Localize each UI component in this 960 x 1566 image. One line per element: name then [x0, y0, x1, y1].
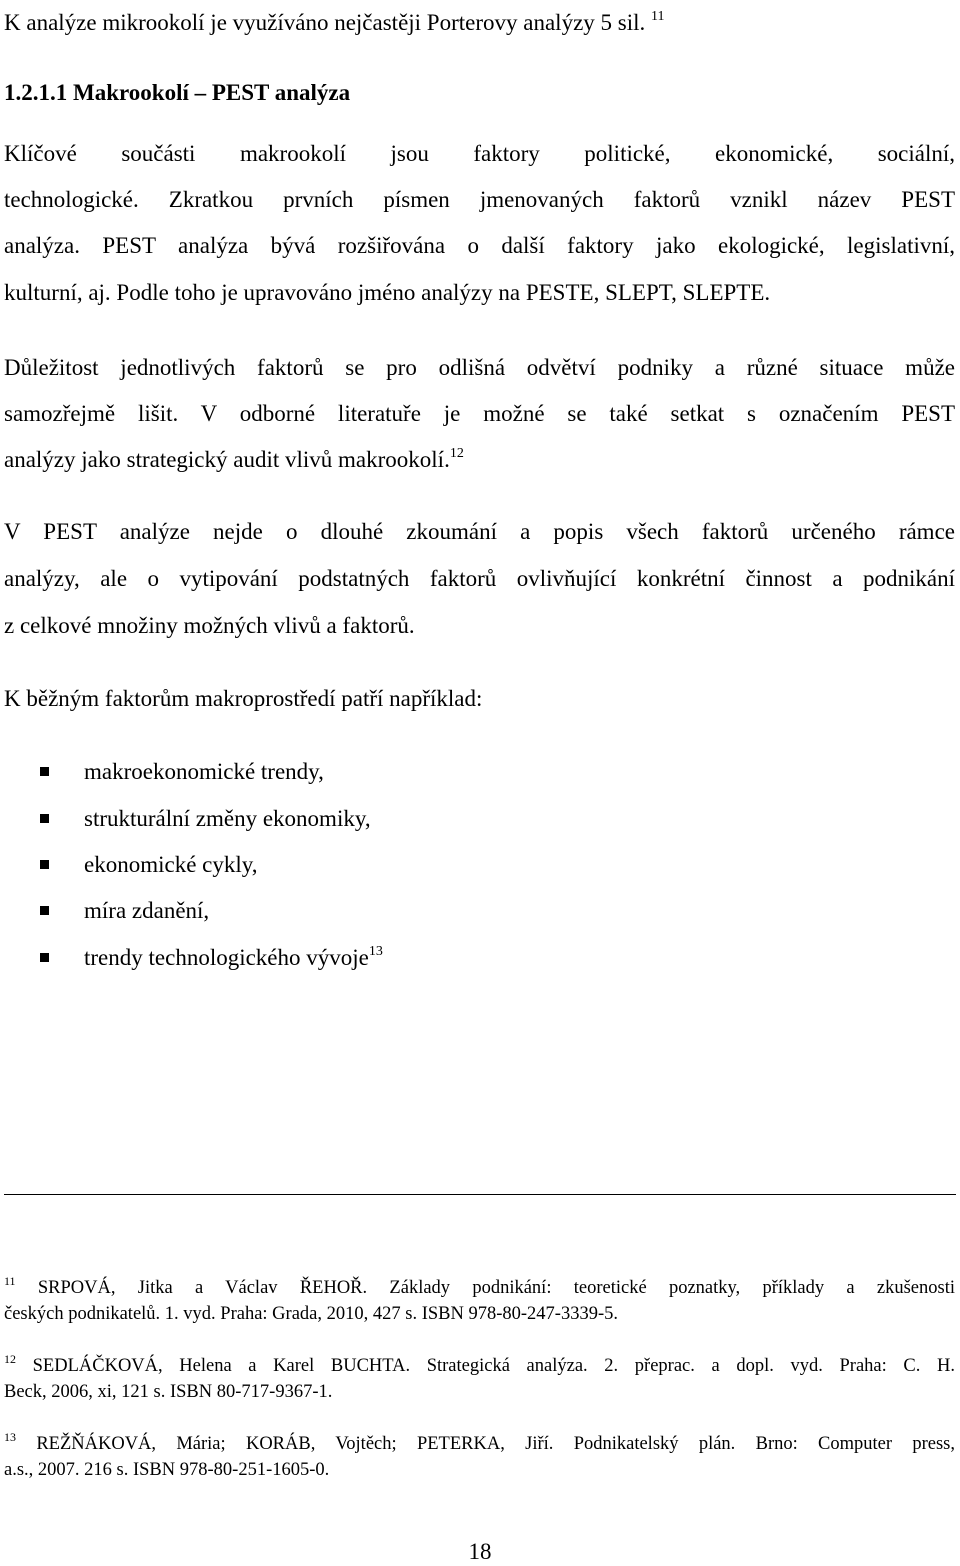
paragraph-list-intro: K běžným faktorům makroprostředí patří například:: [4, 686, 483, 711]
paragraph-line: technologické. Zkratkou prvních písmen jmenovaných faktorů vznikl název PEST: [4, 187, 955, 212]
footnote-text: SEDLÁČKOVÁ, Helena a Karel BUCHTA. Strategická analýza. 2. přeprac. a dopl. vyd. Praha: C. H.: [32, 1356, 955, 1376]
footnote-text: a.s., 2007. 216 s. ISBN 978-80-251-1605-0.: [4, 1460, 330, 1480]
footnote-ref-13[interactable]: 13: [368, 944, 383, 959]
paragraph-line: analýza. PEST analýza bývá rozšiřována o další faktory jako ekologické, legislativní,: [4, 233, 955, 258]
list-item-text: míra zdanění,: [84, 898, 210, 923]
footnote-number: 11: [4, 1274, 16, 1288]
list-item-text-with-ref: [84, 944, 383, 972]
paragraph-line: analýzy, ale o vytipování podstatných faktorů ovlivňující konkrétní činnost a podnikání: [4, 566, 955, 591]
paragraph-line: V PEST analýze nejde o dlouhé zkoumání a popis všech faktorů určeného rámce: [4, 519, 955, 544]
list-item-text: ekonomické cykly,: [84, 852, 258, 877]
page-number: 18: [468, 1539, 492, 1564]
footnote-text: SRPOVÁ, Jitka a Václav ŘEHOŘ. Základy podnikání: teoretické poznatky, příklady a zkušenosti: [37, 1278, 955, 1298]
section-heading: 1.2.1.1 Makrookolí – PEST analýza: [4, 80, 351, 105]
footnote-ref-12[interactable]: 12: [449, 446, 464, 461]
square-bullet-icon: [40, 767, 49, 776]
paragraph-line: Důležitost jednotlivých faktorů se pro odlišná odvětví podniky a různé situace může: [4, 355, 955, 380]
list-item-text: strukturální změny ekonomiky,: [84, 806, 371, 831]
paragraph-line-last: [4, 446, 464, 474]
square-bullet-icon: [40, 860, 49, 869]
footnote-text: českých podnikatelů. 1. vyd. Praha: Grada, 2010, 427 s. ISBN 978-80-247-3339-5.: [4, 1304, 618, 1324]
footnote-number: 12: [4, 1352, 16, 1366]
square-bullet-icon: [40, 906, 49, 915]
square-bullet-icon: [40, 814, 49, 823]
footnote-12: [4, 1353, 955, 1405]
list-item-text: makroekonomické trendy,: [84, 759, 324, 784]
footnote-number: 13: [4, 1430, 16, 1444]
intro-sentence: [4, 9, 665, 37]
footnote-13: [4, 1431, 955, 1483]
paragraph-line: z celkové množiny možných vlivů a faktorů.: [4, 613, 415, 638]
paragraph-line: Klíčové součásti makrookolí jsou faktory politické, ekonomické, sociální,: [4, 141, 955, 166]
list-item-text: trendy technologického vývoje: [84, 945, 369, 970]
intro-text: K analýze mikrookolí je využíváno nejčastěji Porterovy analýzy 5 sil.: [4, 10, 646, 35]
paragraph-line: kulturní, aj. Podle toho je upravováno jméno analýzy na PESTE, SLEPT, SLEPTE.: [4, 280, 771, 305]
paragraph-line: samozřejmě lišit. V odborné literatuře je možné se také setkat s označením PEST: [4, 401, 955, 426]
footnote-text: REŽŇÁKOVÁ, Mária; KORÁB, Vojtěch; PETERKA, Jiří. Podnikatelský plán. Brno: Computer press,: [36, 1434, 955, 1454]
footnote-ref-11[interactable]: 11: [651, 9, 665, 24]
paragraph-line-text: analýzy jako strategický audit vlivů makrookolí.: [4, 447, 450, 472]
footnote-11: [4, 1275, 955, 1327]
footnote-separator: [4, 1194, 956, 1195]
square-bullet-icon: [40, 953, 49, 962]
footnote-text: Beck, 2006, xi, 121 s. ISBN 80-717-9367-1.: [4, 1382, 333, 1402]
